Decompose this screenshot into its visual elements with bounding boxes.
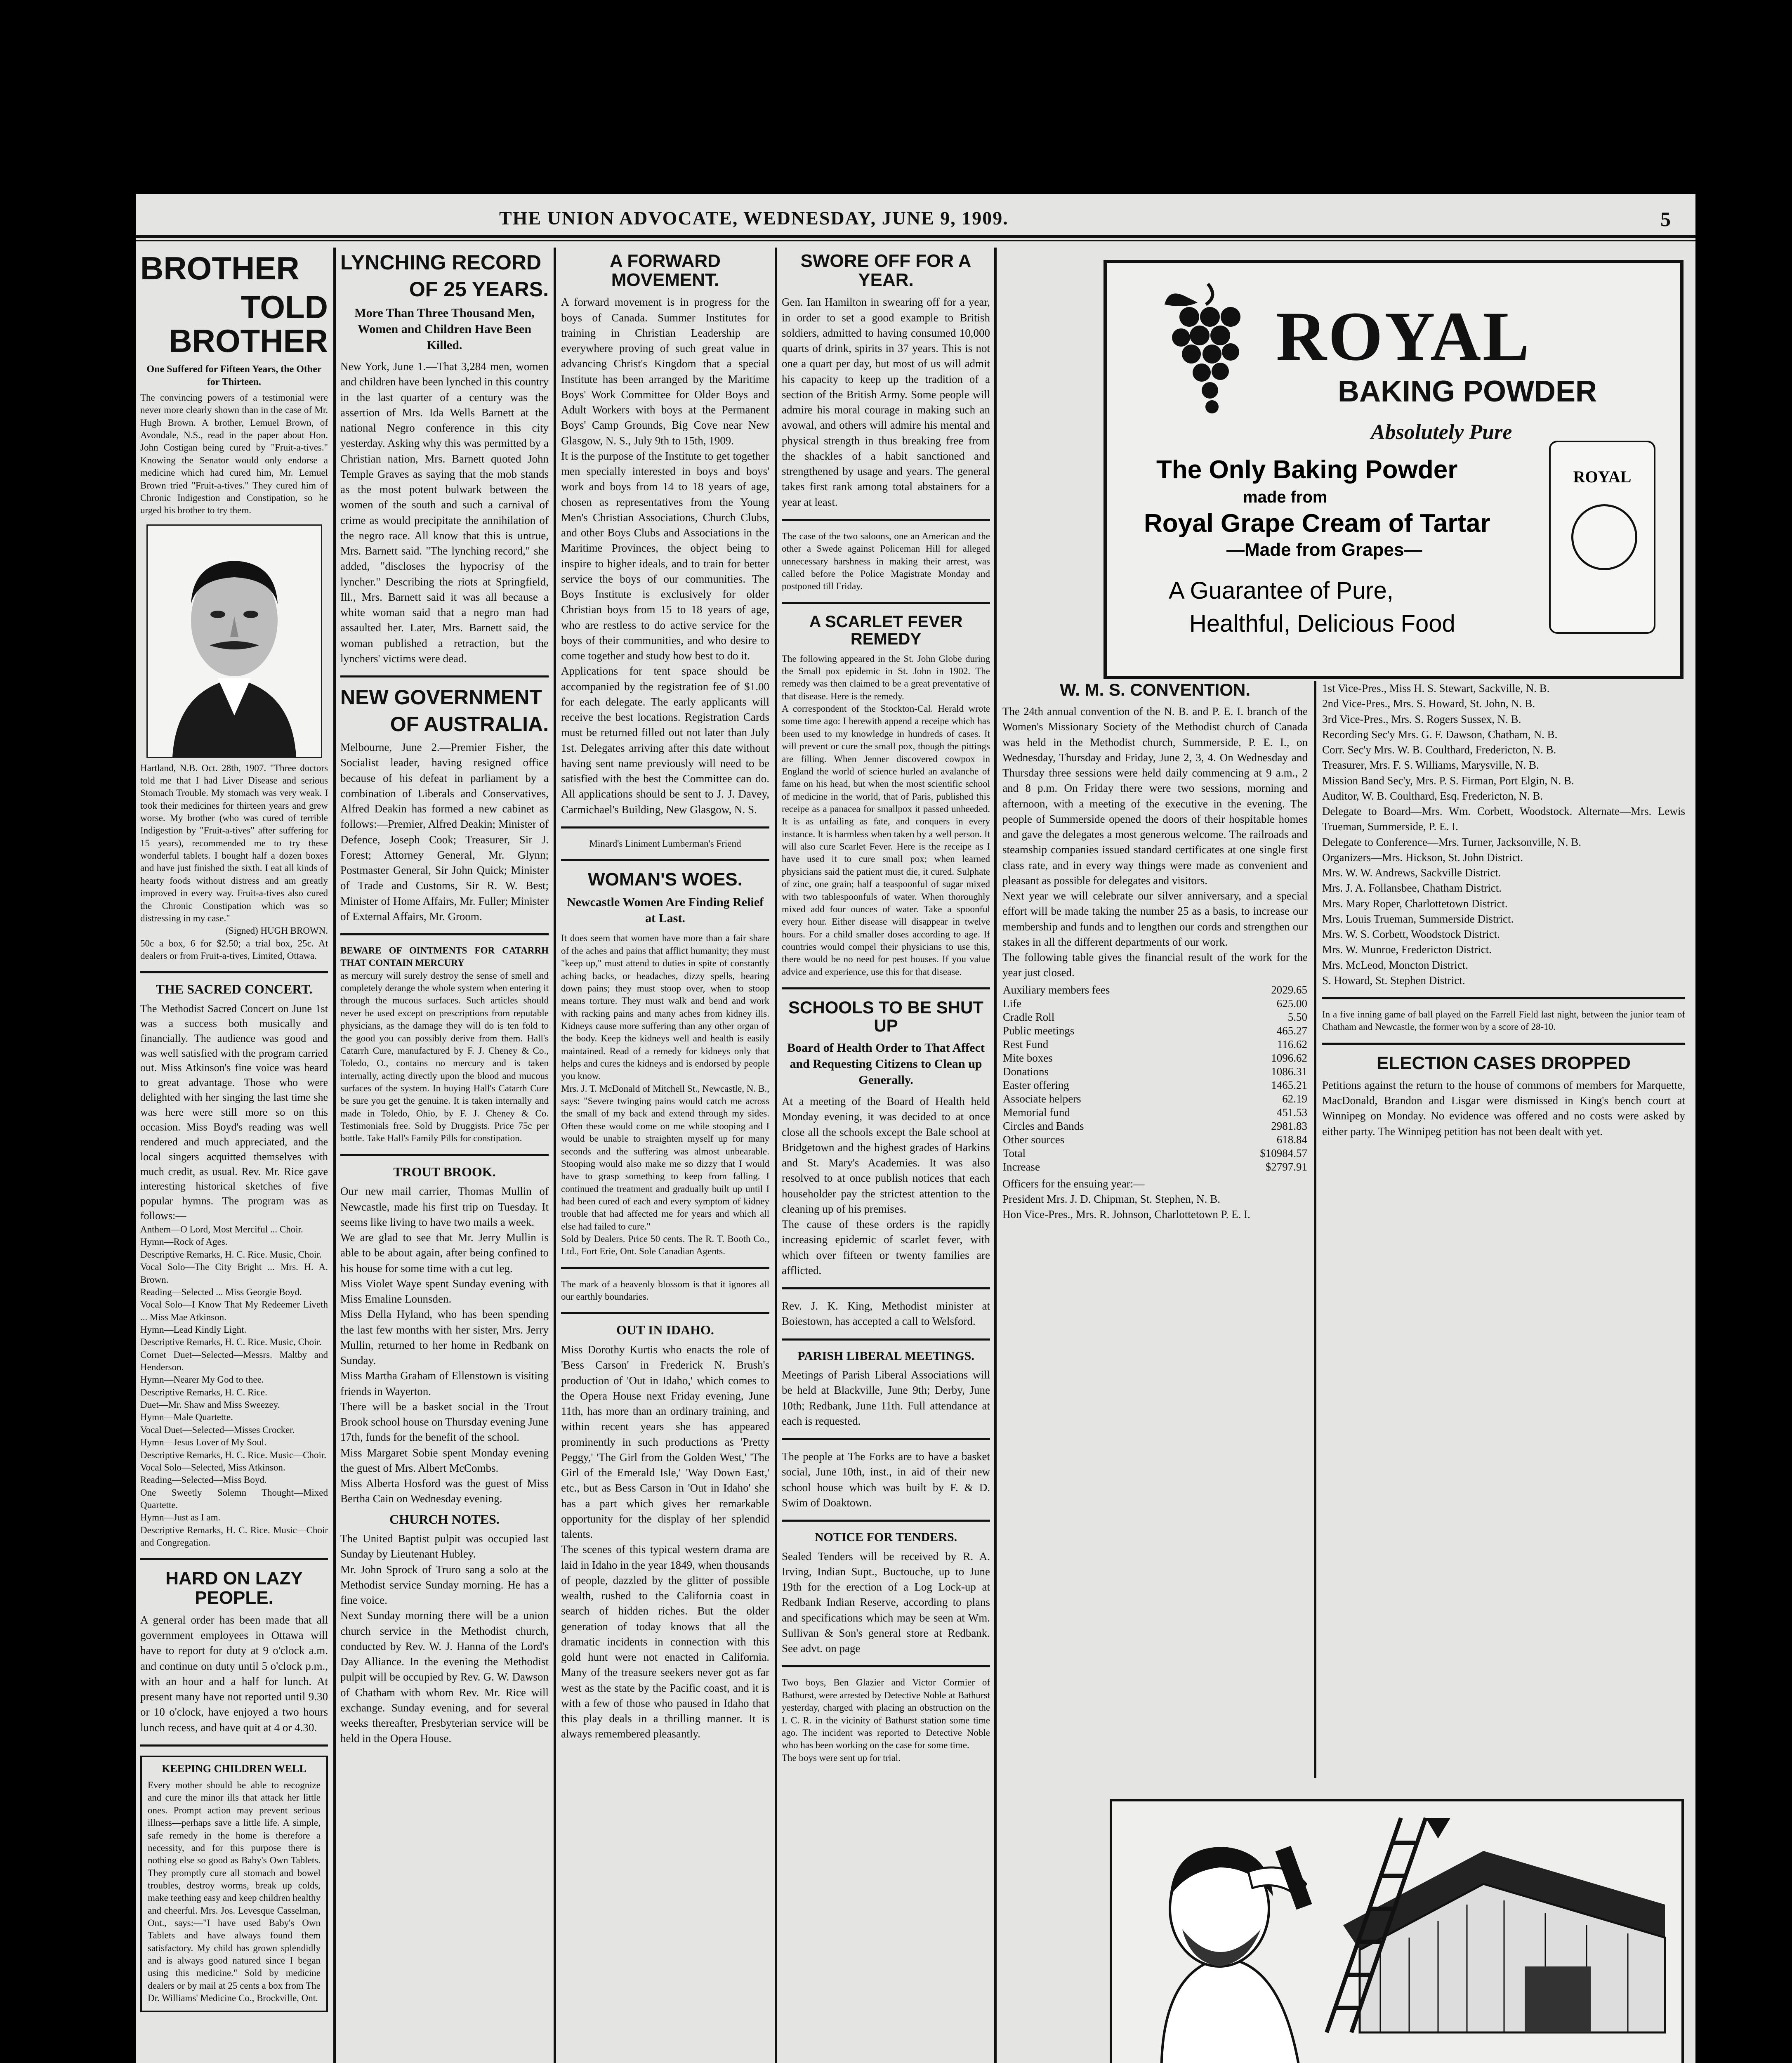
signature-text: (Signed) HUGH BROWN. <box>225 925 328 936</box>
ad-line: Royal Grape Cream of Tartar <box>1144 509 1490 538</box>
subheadline: More Than Three Thousand Men, Women and Children Have Been Killed. <box>354 306 535 352</box>
article-trout-brook <box>340 1165 549 1507</box>
finance-row <box>1002 1133 1308 1147</box>
article-womans-woes <box>561 870 769 1258</box>
article-body: A general order has been made that all government employees in Ottawa will have to report for duty at 9 o'clock a.m. and continue on duty until 5 o'clock p.m., with an hour and a half for lunch. At present many have not reported until 9.30 or 10 o'clock, have enjoyed a two hours lunch recess, and have quit at 4 or 4.30. <box>140 1613 328 1734</box>
headline: W. M. S. CONVENTION. <box>1059 681 1251 699</box>
finance-row <box>1002 1106 1308 1119</box>
finance-table <box>1002 983 1308 1174</box>
section-separator <box>782 987 990 989</box>
finance-label: Memorial fund <box>1003 1106 1070 1119</box>
article-body: Our new mail carrier, Thomas Mullin of Newcastle, made his first trip on Tuesday. It seems like living to have two mails a week. We are glad to see that Mr. Jerry Mullin is able to be about again, after being confined to his house for some time with a cut leg. Miss Violet Waye spent Sunday evening with Miss Emaline Lounsden. Miss Della Hyland, who has been spending the last few months with her sister, Mrs. Jerry Mullin, returned to her home in Redbank on Sunday. Miss Martha Graham of Ellenstown is visiting friends in Wayerton. There will be a basket social in the Trout Brook school house on Thursday evening June 17th, funds for the benefit of the school. Miss Margaret Sobie spent Monday evening the guest of Mrs. Albert McCombs. Miss Alberta Hosford was the guest of Miss Bertha Cain on Wednesday evening. <box>340 1185 549 1505</box>
article-wms-convention <box>1002 681 1308 1222</box>
column-divider <box>554 248 556 2063</box>
headline: TROUT BROOK. <box>393 1164 496 1179</box>
subheadline: One Suffered for Fifteen Years, the Other for Thirteen. <box>146 364 322 388</box>
royal-logo-text: ROYAL <box>1276 297 1531 375</box>
column-divider <box>333 248 336 2063</box>
brief-text: In a five inning game of ball played on the Farrell Field last night, between the junior team of Chatham and Newcastle, the former won by a score of 28-10. <box>1322 1009 1685 1032</box>
headline: KEEPING CHILDREN WELL <box>162 1762 307 1775</box>
finance-row <box>1002 1038 1308 1051</box>
product-name: BAKING POWDER <box>1338 375 1597 408</box>
advert-royal-baking-powder <box>1103 260 1684 679</box>
finance-amount: 465.27 <box>1276 1024 1307 1037</box>
finance-amount: 62.19 <box>1282 1092 1307 1105</box>
article-body: Melbourne, June 2.—Premier Fisher, the Socialist leader, having resigned office because of his defeat in parliament by a combination of Liberals and Conservatives, Alfred Deakin has formed a new cabinet as follows:—Premier, Alfred Deakin; Minister of Defence, Joseph Cook; Treasurer, Sir J. Forest; Attorney General, Mr. Glynn; Postmaster General, Sir John Quick; Minister of Trade and Customs, Sir R. W. Best; Minister of Home Affairs, Mr. Fuller; Minister of External Affairs, Mr. Groom. <box>340 741 549 923</box>
finance-amount: $2797.91 <box>1265 1160 1307 1173</box>
newspaper-page <box>136 194 1695 2063</box>
farmer-barn-illustration-icon <box>1112 1801 1681 2063</box>
finance-label: Public meetings <box>1003 1024 1075 1037</box>
brief-text: The case of the two saloons, one an American and the other a Swede against Policeman Hill for alleged unnecessary harshness in making their arrest, was called before the Police Magistrate Monday and postponed till Friday. <box>782 531 990 592</box>
article-body: The Methodist Sacred Concert on June 1st was a success both musically and financially. The audience was good and was well satisfied with the program carried out. Miss Atkinson's fine voice was heard to great advantage. Those who were delighted with her singing the last time she was here were still more so on this occasion. Miss Boyd's reading was well rendered and much appreciated, and the local singers acquitted themselves with much credit, as usual. Rev. Mr. Rice gave interesting historical sketches of five popular hymns. The program was as follows:— <box>140 1002 328 1222</box>
headline: BEWARE OF OINTMENTS FOR CATARRH THAT CONTAIN MERCURY <box>340 945 549 968</box>
officers-list: Officers for the ensuing year:— President Mrs. J. D. Chipman, St. Stephen, N. B. Hon Vice-Pres., Mrs. R. Johnson, Charlottetown P. E. I. <box>1002 1177 1250 1221</box>
finance-row <box>1002 983 1308 997</box>
article-scarlet-fever <box>782 613 990 978</box>
finance-label: Total <box>1003 1147 1026 1159</box>
article-election-cases <box>1322 1054 1685 1139</box>
headline: OF 25 YEARS. <box>409 277 549 301</box>
advert-amatite-roofing <box>1110 1799 1684 2063</box>
column-1 <box>140 252 328 2063</box>
article-body: Sealed Tenders will be received by R. A. Irving, Indian Supt., Buctouche, up to June 19th for the erection of a Log Lock-up at Redbank Indian Reserve, according to plans and specifications which may be seen at Wm. Sullivan & Son's general store at Redbank. See advt. on page <box>782 1550 990 1655</box>
article-concert <box>140 982 328 1549</box>
testimonial: Hartland, N.B. Oct. 28th, 1907. "Three doctors told me that I had Liver Disease and serious Stomach Trouble. My stomach was very weak. I took their medicines for thirteen years and grew worse. My brother (who was cured of terrible Indigestion by "Fruit-a-tives" after suffering for 15 years), recommended me to try these wonderful tablets. I bought half a dozen boxes and have just finished the sixth. I eat all kinds of hearty foods without distress and am greatly improved in every way. Fruit-a-tives also cured the Chronic Constipation which was so distressing in my case." <box>140 762 328 923</box>
finance-amount: 1465.21 <box>1271 1079 1307 1091</box>
finance-row <box>1002 1024 1308 1038</box>
ad-line: The Only Baking Powder <box>1156 456 1458 484</box>
brief-text: The people at The Forks are to have a basket social, June 10th, inst., in aid of their new school house which was built by F. & D. Swim of Doaktown. <box>782 1450 990 1509</box>
section-separator <box>340 933 549 935</box>
notice-tenders <box>782 1531 990 1656</box>
portrait-illustration <box>146 524 322 758</box>
finance-amount: 1086.31 <box>1271 1065 1307 1078</box>
article-out-in-idaho <box>561 1323 769 1742</box>
section-separator <box>561 859 769 861</box>
section-separator <box>1322 1043 1685 1045</box>
article-body: The United Baptist pulpit was occupied last Sunday by Lieutenant Hubley. Mr. John Sprock of Truro sang a solo at the Methodist service Sunday morning. He has a fine voice. Next Sunday morning there will be a union church service in the Methodist church, conducted by Rev. W. J. Hanna of the Lord's Day Alliance. In the evening the Methodist pulpit will be occupied by Rev. G. W. Dawson of Chatham with whom Rev. Mr. Rice will exchange. Sunday evening, and for several weeks thereafter, Presbyterian service will be held in the Opera House. <box>340 1532 549 1745</box>
finance-label: Easter offering <box>1003 1079 1069 1091</box>
headline: NEW GOVERNMENT <box>340 686 542 709</box>
finance-amount: 451.53 <box>1276 1106 1307 1119</box>
article-body: At a meeting of the Board of Health held Monday evening, it was decided to at once close all the schools except the Bale school at Bridgetown and the highest grades of Harkins and St. Mary's Academies. It was also resolved to at once publish notices that each householder pay the strictest attention to the cleaning up of his premises. The cause of these orders is the rapidly increasing epidemic of scarlet fever, with which over fifteen or twenty families are afflicted. <box>782 1095 990 1277</box>
section-separator <box>782 1665 990 1667</box>
finance-label: Auxiliary members fees <box>1003 983 1110 996</box>
column-divider <box>1314 681 1316 1778</box>
finance-row <box>1002 1092 1308 1106</box>
ad-line: made from <box>1243 488 1327 506</box>
headline: A FORWARD MOVEMENT. <box>610 252 721 290</box>
article-body: A forward movement is in progress for the boys of Canada. Summer Institutes for training in Christian Leadership are everywhere proving of such great value in advancing Christ's Kingdom that a special Institute has been arranged by the Maritime Boys' Work Committee for Older Boys and Adult Workers with boys at the Permanent Boys' Camp Grounds, Big Cove near New Glasgow, N. S., July 9th to 15th, 1909. It is the purpose of the Institute to get together men specially interested in boys and boys' work and boys from 14 to 18 years of age, chosen as representatives from the Young Men's Christian Associations, Church Clubs, and other Boys Clubs and Associations in the Maritime Provinces, the object being to inspire to higher ideals, and to train for better service the boys of our communities. The Boys Institute is exclusively for older Christian boys from 15 to 18 years of age, who are restless to do active service for the boys of their communities, and who desire to come together and study how best to do it. Applications for tent space should be accompanied by the registration fee of $1.00 for each delegate. The early applicants will receive the best locations. Registration Cards must be returned filled out not later than July 1st. Delegates arriving after this date without having sent name previously will need to be satisfied with the best the Committee can do. All applications should be sent to J. J. Davey, Carmichael's Building, New Glasgow, N. S. <box>561 296 769 816</box>
finance-row <box>1002 1065 1308 1079</box>
section-separator <box>140 971 328 973</box>
article-body: It does seem that women have more than a fair share of the aches and pains that afflict humanity; they must "keep up," must attend to duties in spite of constantly aching backs, or headaches, dizzy spells, bearing down pains; they must stoop over, when to stoop means torture. They must walk and bend and work with racking pains and many aches from kidney ills. Kidneys cause more suffering than any other organ of the body. Keep the kidneys well and health is easily maintained. Read of a remedy for kidneys only that helps and cures the kidneys and is endorsed by people you know. Mrs. J. T. McDonald of Mitchell St., Newcastle, N. B., says: "Severe twinging pains would catch me across the small of my back and extend through my sides. Often these would come on me while stooping and I would be unable to straighten myself up for many seconds and the suffering was almost unbearable. Stooping would also make me so dizzy that I would have to grasp something to keep from falling. I continued the treatment and gradually built up until I had been cured of each and every symptom of kidney trouble that had affected me for years and which all else had failed to cure." Sold by Dealers. Price 50 cents. The R. T. Booth Co., Ltd., Fort Erie, Ont. Sole Canadian Agents. <box>561 933 769 1257</box>
headline: SCHOOLS TO BE SHUT UP <box>788 998 983 1036</box>
advert-childrens-tablets <box>140 1756 328 2012</box>
subheadline: Newcastle Women Are Finding Relief at Last. <box>566 895 764 925</box>
finance-row <box>1002 1010 1308 1024</box>
column-5 <box>1002 681 1308 1791</box>
filler-line: Minard's Liniment Lumberman's Friend <box>589 838 741 849</box>
section-separator <box>782 1287 990 1289</box>
can-label: ROYAL <box>1573 467 1632 486</box>
headline: LYNCHING RECORD <box>340 252 542 274</box>
section-separator <box>782 1338 990 1341</box>
column-divider <box>775 248 777 2063</box>
section-separator <box>340 675 549 677</box>
column-2 <box>340 252 549 2063</box>
article-body: The convincing powers of a testimonial were never more clearly shown than in the case of Mr. Hugh Brown. A brother, Lemuel Brown, of Avondale, N.S., read in the paper about Hon. John Costigan being cured by "Fruit-a-tives." Knowing the Senator would only endorse a medicine which had cured him, Mr. Lemuel Brown tried "Fruit-a-tives." They cured him of Chronic Indigestion and Constipation, so he urged his brother to try them. <box>140 392 328 516</box>
officers-list: 1st Vice-Pres., Miss H. S. Stewart, Sackville, N. B. 2nd Vice-Pres., Mrs. S. Howard, St. John, N. B. 3rd Vice-Pres., Mrs. S. Rogers Sussex, N. B. Recording Sec'y Mrs. G. F. Dawson, Chatham, N. B. Corr. Sec'y Mrs. W. B. Coulthard, Fredericton, N. B. Treasurer, Mrs. F. S. Williams, Marysville, N. B. Mission Band Sec'y, Mrs. P. S. Firman, Port Elgin, N. B. Auditor, W. B. Coulthard, Esq. Fredericton, N. B. Delegate to Board—Mrs. Wm. Corbett, Woodstock. Alternate—Mrs. Lewis Trueman, Summerside, P. E. I. Delegate to Conference—Mrs. Turner, Jacksonville, N. B. Organizers—Mrs. Hickson, St. John District. Mrs. W. W. Andrews, Sackville District. Mrs. J. A. Follansbee, Chatham District. Mrs. Mary Roper, Charlottetown District. Mrs. Louis Trueman, Summerside District. Mrs. W. S. Corbett, Woodstock District. Mrs. W. Munroe, Fredericton District. Mrs. McLeod, Moncton District. S. Howard, St. Stephen District. <box>1322 682 1685 987</box>
headline: THE SACRED CONCERT. <box>156 982 313 997</box>
can-emblem-icon <box>1571 504 1637 570</box>
finance-amount: 116.62 <box>1277 1038 1307 1050</box>
article-body: Miss Dorothy Kurtis who enacts the role of 'Bess Carson' in Frederick N. Brush's production of 'Out in Idaho,' which comes to the Opera House next Friday evening, June 11th, has more than an ordinary training, and within recent years she has appeared prominently in such productions as 'Pretty Peggy,' 'The Girl from the Golden West,' 'The Girl of the Emerald Isle,' 'Way Down East,' etc., but as Bess Carson in 'Out in Idaho' she has a part which gives her remarkable opportunity for the display of her splendid talents. The scenes of this typical western drama are laid in Idaho in the year 1849, when thousands of people, dazzled by the glitter of possible wealth, rushed to the California coast in search of hidden riches. But the older generation of today knows that all the dramatic incidents in connection with this gold hunt were not enacted in California. Many of the treasure seekers never got as far west as the state by the Pacific coast, and it is with a few of those who paused in Idaho that this play deals in a thrilling manner. It is always remembered pleasantly. <box>561 1343 769 1740</box>
finance-amount: 1096.62 <box>1271 1051 1307 1064</box>
article-body: as mercury will surely destroy the sense of smell and completely derange the whole system when entering it through the mucous surfaces. Such articles should never be used except on prescriptions from reputable physicians, as the damage they will do is ten fold to the good you can possibly derive from them. Hall's Catarrh Cure, manufactured by F. J. Cheney & Co., Toledo, O., contains no mercury and is taken internally, acting directly upon the blood and mucous surfaces of the system. In buying Hall's Catarrh Cure be sure you get the genuine. It is taken internally and made in Toledo, Ohio, by F. J. Cheney & Co. Testimonials free. Sold by Druggists. Price 75c per bottle. Take Hall's Family Pills for constipation. <box>340 970 549 1144</box>
section-separator <box>140 1744 328 1747</box>
article-parish-meetings <box>782 1350 990 1429</box>
article-body: Gen. Ian Hamilton in swearing off for a year, in order to set a good example to British soldiers, admitted to having consumed 10,000 quarts of drink, spirits in 37 years. This is not one a quart per day, but most of us will admit his capacity to keep up the tradition of a section of the British Army. Some people will admire his moral courage in making such an avowal, and others will admire his mental and physical strength in thus breaking free from the shackles of a habit sanctioned and strengthened by usage and years. The general takes first rank among total abstainers for a year at least. <box>782 296 990 508</box>
section-separator <box>782 1520 990 1522</box>
finance-label: Other sources <box>1003 1133 1065 1146</box>
section-separator <box>140 1558 328 1560</box>
finance-label: Associate helpers <box>1003 1092 1081 1105</box>
finance-amount: 2981.83 <box>1271 1119 1307 1132</box>
price-note: 50c a box, 6 for $2.50; a trial box, 25c. At dealers or from Fruit-a-tives, Limited, Ottawa. <box>140 938 328 961</box>
article-brother <box>140 252 328 962</box>
ad-line: A Guarantee of Pure, <box>1169 577 1394 604</box>
advert-catarrh <box>340 944 549 1145</box>
finance-row <box>1002 1051 1308 1065</box>
headline: OUT IN IDAHO. <box>616 1322 714 1338</box>
headline: A SCARLET FEVER REMEDY <box>809 612 963 648</box>
brief-text: Rev. J. K. King, Methodist minister at Boiestown, has accepted a call to Welsford. <box>782 1300 990 1328</box>
newspaper-masthead-line: THE UNION ADVOCATE, WEDNESDAY, JUNE 9, 1909. <box>499 208 1009 229</box>
section-separator <box>561 826 769 829</box>
article-lynching <box>340 252 549 666</box>
article-forward-movement <box>561 252 769 817</box>
finance-amount: 625.00 <box>1276 997 1307 1010</box>
headline: HARD ON LAZY PEOPLE. <box>165 1568 303 1608</box>
section-separator <box>340 1154 549 1156</box>
section-separator <box>561 1312 769 1314</box>
article-body: New York, June 1.—That 3,284 men, women and children have been lynched in this country in the last quarter of a century was the assertion of Mrs. Ida Wells Barnett at the national Negro conference in this city yesterday. Asking why this was permitted by a Christian nation, Mrs. Barnett quoted John Temple Graves as saying that the mob stands as the most potent bulwark between the women of the south and such a carnival of crime as would precipitate the annihilation of the negro race. All know that this is untrue, Mrs. Barnett said. "The lynching record," she added, "discloses the hypocrisy of the lyncher." Describing the riots at Springfield, Ill., Mrs. Barnett said it was all because a white woman said that a negro man had assaulted her. Later, Mrs. Barnett said, the woman published a retraction, but the lynchers' victims were dead. <box>340 360 549 665</box>
article-body: Petitions against the return to the house of commons of members for Marquette, MacDonald, Brandon and Lisgar were dismissed in King's bench court at Winnipeg on Monday. No evidence was offered and no costs were asked by either party. The Winnipeg petition has not been dealt with yet. <box>1322 1079 1685 1138</box>
finance-row <box>1002 1160 1308 1174</box>
headline: PARISH LIBERAL MEETINGS. <box>797 1349 974 1363</box>
article-church-notes <box>340 1513 549 1747</box>
finance-label: Donations <box>1003 1065 1049 1078</box>
article-schools <box>782 998 990 1278</box>
headline: ELECTION CASES DROPPED <box>1376 1053 1631 1073</box>
headline: WOMAN'S WOES. <box>588 869 743 890</box>
subheadline: Board of Health Order to That Affect and Requesting Citizens to Clean up Generally. <box>787 1041 985 1087</box>
finance-amount: 2029.65 <box>1271 983 1307 996</box>
article-swore-off <box>782 252 990 510</box>
finance-row <box>1002 1147 1308 1160</box>
headline: TOLD BROTHER <box>169 288 328 359</box>
finance-amount: $10984.57 <box>1260 1147 1307 1159</box>
grapes-icon <box>1160 280 1255 416</box>
ad-right-text <box>1384 2057 1669 2063</box>
headline: BROTHER <box>140 252 299 286</box>
column-divider <box>994 248 997 2063</box>
finance-label: Life <box>1003 997 1021 1010</box>
article-body: Meetings of Parish Liberal Associations will be held at Blackville, June 9th; Derby, June 10th; Redbank, June 11th. Full attendance at each is requested. <box>782 1369 990 1427</box>
article-body: The following appeared in the St. John Globe during the Small pox epidemic in St. John in 1902. The remedy was then claimed to be a great preventative of that disease. Here is the remedy. A correspondent of the Stockton-Cal. Herald wrote some time ago: I herewith append a receipe which has been used to my knowledge in hundreds of cases. It will prevent or cure the small pox, though the pittings are filling. When Jenner discovered cowpox in England the world of science hurled an avalanche of fame on his head, but when the most scientific school of medicine in the world, that of Paris, published this receipe as a panacea for smallpox it passed unheeded. It is as unfailing as fate, and conquers in every instance. It is harmless when taken by a well person. It will also cure Scarlet Fever. Here is the receipe as I have used it to cure small pox; when learned physicians said the patient must die, it cured. Sulphate of zinc, one grain; half a teaspoonful of sugar mixed with two tablespoonfuls of water. When thoroughly mixed add four ounces of water. Take a spoonful every hour. Either disease will disappear in twelve hours. For a child smaller doses according to age. If countries would compel their physicians to use this, there would be no need for pest houses. If you value advice and experience, use this for that disease. <box>782 653 990 977</box>
column-6 <box>1322 681 1685 1791</box>
finance-row <box>1002 997 1308 1010</box>
finance-label: Increase <box>1003 1160 1040 1173</box>
finance-row <box>1002 1119 1308 1133</box>
headline: CHURCH NOTES. <box>389 1511 500 1527</box>
page-number: 5 <box>1660 208 1671 231</box>
finance-label: Circles and Bands <box>1003 1119 1084 1132</box>
program-list: Anthem—O Lord, Most Merciful ... Choir. Hymn—Rock of Ages. Descriptive Remarks, H. C. Rice. Music, Choir. Vocal Solo—The City Bright ... Mrs. H. A. Brown. Reading—Selected ... Miss Georgie Boyd. Vocal Solo—I Know That My Redeemer Liveth ... Miss Mae Atkinson. Hymn—Lead Kindly Light. Descriptive Remarks, H. C. Rice. Music, Choir. Cornet Duet—Selected—Messrs. Maltby and Henderson. Hymn—Nearer My God to thee. Descriptive Remarks, H. C. Rice. Duet—Mr. Shaw and Miss Sweezey. Hymn—Male Quartette. Vocal Duet—Selected—Misses Crocker. Hymn—Jesus Lover of My Soul. Descriptive Remarks, H. C. Rice. Music—Choir. Vocal Solo—Selected, Miss Atkinson. Reading—Selected—Miss Boyd. One Sweetly Solemn Thought—Mixed Quartette. Hymn—Just as I am. Descriptive Remarks, H. C. Rice. Music—Choir and Congregation. <box>140 1224 328 1548</box>
section-separator <box>782 602 990 604</box>
finance-label: Rest Fund <box>1003 1038 1049 1050</box>
header-rule <box>136 235 1695 238</box>
ad-line: —Made from Grapes— <box>1226 540 1422 560</box>
ad-line: Healthful, Delicious Food <box>1189 610 1455 637</box>
column-3 <box>561 252 769 2063</box>
section-separator <box>782 519 990 521</box>
baking-powder-can-icon <box>1549 441 1655 634</box>
finance-amount: 5.50 <box>1287 1010 1307 1023</box>
man-portrait-icon <box>148 526 321 757</box>
section-separator <box>782 1438 990 1440</box>
finance-amount: 618.84 <box>1276 1133 1307 1146</box>
header-rule-thin <box>136 240 1695 241</box>
headline: OF AUSTRALIA. <box>390 712 549 736</box>
article-australia <box>340 687 549 924</box>
filler-text: The mark of a heavenly blossom is that it ignores all our earthly boundaries. <box>561 1279 769 1302</box>
finance-label: Cradle Roll <box>1003 1010 1055 1023</box>
article-lazy <box>140 1569 328 1735</box>
tagline: Absolutely Pure <box>1371 420 1512 444</box>
page-header <box>136 207 1695 232</box>
brief-text: Two boys, Ben Glazier and Victor Cormier of Bathurst, were arrested by Detective Noble at Bathurst yesterday, charged with placing an obstruction on the I. C. R. in the vicinity of Bathurst station some time ago. The incident was reported to Detective Noble who has been working on the case for some time. The boys were sent up for trial. <box>782 1677 990 1763</box>
finance-label: Mite boxes <box>1003 1051 1053 1064</box>
finance-row <box>1002 1079 1308 1092</box>
section-separator <box>1322 997 1685 999</box>
column-4 <box>782 252 990 2063</box>
article-body: Every mother should be able to recognize and cure the minor ills that attack her little ones. Prompt action may prevent serious illness—perhaps save a little life. A simple, safe remedy in the home is therefore a necessity, and for this purpose there is nothing else so good as Baby's Own Tablets. They promptly cure all stomach and bowel troubles, destroy worms, break up colds, make teething easy and keep children healthy and cheerful. Mrs. Jos. Levesque Casselman, Ont., says:—"I have used Baby's Own Tablets and have always found them satisfactory. My child has grown splendidly and is always good natured since I began using this medicine." Sold by medicine dealers or by mail at 25 cents a box from The Dr. Williams' Medicine Co., Brockville, Ont. <box>148 1780 321 2004</box>
headline: SWORE OFF FOR A YEAR. <box>800 252 971 290</box>
headline: NOTICE FOR TENDERS. <box>814 1530 957 1544</box>
section-separator <box>561 1267 769 1269</box>
article-body: The 24th annual convention of the N. B. and P. E. I. branch of the Women's Missionary Society of the Methodist church of Canada was held in the Methodist church, Summerside, P. E. I., on Wednesday, Thursday and Friday, June 2, 3, 4. On Wednesday and Thursday three sessions were held daily commencing at 9 a.m., 2 and 8 p.m. On Friday there were two sessions, morning and afternoon, with a meeting of the executive in the evening. The people of Summerside opened the doors of their hospitable homes and gave the delegates a most generous welcome. The railroads and steamship companies issued standard certificates at one single first class rate, and in every way things were made as convenient and pleasant as possible for delegates and visitors. Next year we will celebrate our silver anniversary, and a special effort will be made taking the number 25 as a basis, to increase our membership and funds and to lengthen our cords and strengthen our stakes in all the different departments of our work. The following table gives the financial result of the work for the year just closed. <box>1002 705 1308 979</box>
